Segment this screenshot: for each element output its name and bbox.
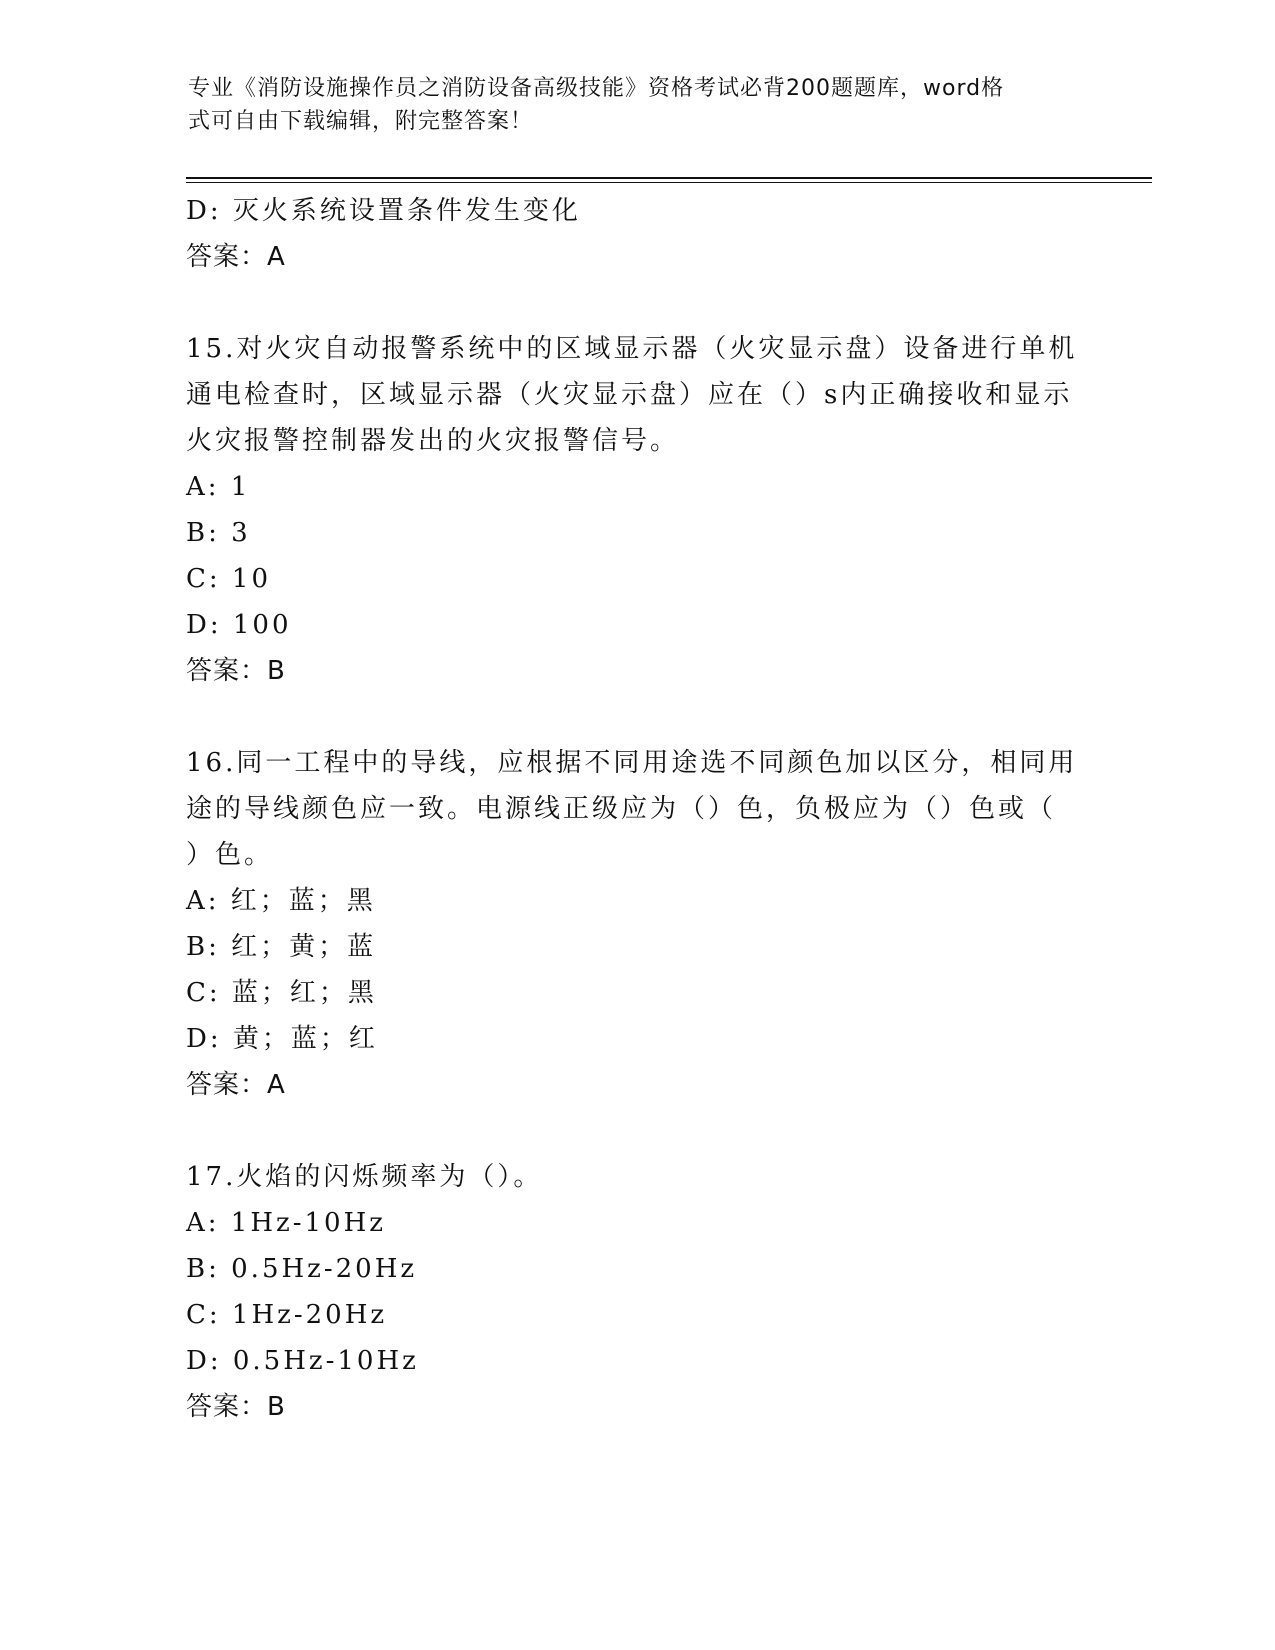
header-line-2: 式可自由下载编辑，附完整答案！ — [188, 109, 534, 134]
question-16 — [186, 740, 1086, 1108]
question-line: 通电检查时，区域显示器（火灾显示盘）应在（）s内正确接收和显示 — [186, 380, 1073, 410]
header-line-1: 专业《消防设施操作员之消防设备高级技能》资格考试必背200题题库，word格 — [188, 76, 1005, 101]
option-a: A: 1Hz-10Hz — [186, 1208, 386, 1238]
option-d: D: 黄；蓝；红 — [186, 1024, 378, 1054]
option-d: D: 100 — [186, 610, 292, 640]
option-c: C: 10 — [186, 564, 272, 594]
question-17 — [186, 1154, 1086, 1430]
answer-line: 答案：A — [186, 242, 286, 272]
option-b: B: 红；黄；蓝 — [186, 932, 377, 962]
question-line: 16.同一工程中的导线，应根据不同用途选不同颜色加以区分，相同用 — [186, 748, 1078, 778]
question-line: 途的导线颜色应一致。电源线正级应为（）色，负极应为（）色或（ — [186, 794, 1057, 824]
question-text — [186, 740, 1086, 878]
option-a: A: 红；蓝；黑 — [186, 886, 376, 916]
document-header — [188, 72, 1088, 138]
answer-line: 答案：B — [186, 1392, 286, 1422]
option-b: B: 3 — [186, 518, 251, 548]
document-content — [186, 188, 1086, 1476]
question-14-partial — [186, 188, 1086, 280]
answer-line: 答案：A — [186, 1070, 286, 1100]
question-text — [186, 326, 1086, 464]
question-15 — [186, 326, 1086, 694]
header-divider-thick — [186, 177, 1152, 179]
question-text — [186, 1154, 1086, 1200]
question-line: 17.火焰的闪烁频率为（）。 — [186, 1162, 543, 1192]
option-b: B: 0.5Hz-20Hz — [186, 1254, 418, 1284]
option-d: D: 0.5Hz-10Hz — [186, 1346, 419, 1376]
question-line: 火灾报警控制器发出的火灾报警信号。 — [186, 426, 680, 456]
question-line: 15.对火灾自动报警系统中的区域显示器（火灾显示盘）设备进行单机 — [186, 334, 1078, 364]
question-line: ）色。 — [186, 840, 274, 870]
header-divider-thin — [186, 182, 1152, 183]
option-c: C: 蓝；红；黑 — [186, 978, 377, 1008]
option-a: A: 1 — [186, 472, 251, 502]
option-c: C: 1Hz-20Hz — [186, 1300, 388, 1330]
option-d: D: 灭火系统设置条件发生变化 — [186, 196, 581, 226]
answer-line: 答案：B — [186, 656, 286, 686]
